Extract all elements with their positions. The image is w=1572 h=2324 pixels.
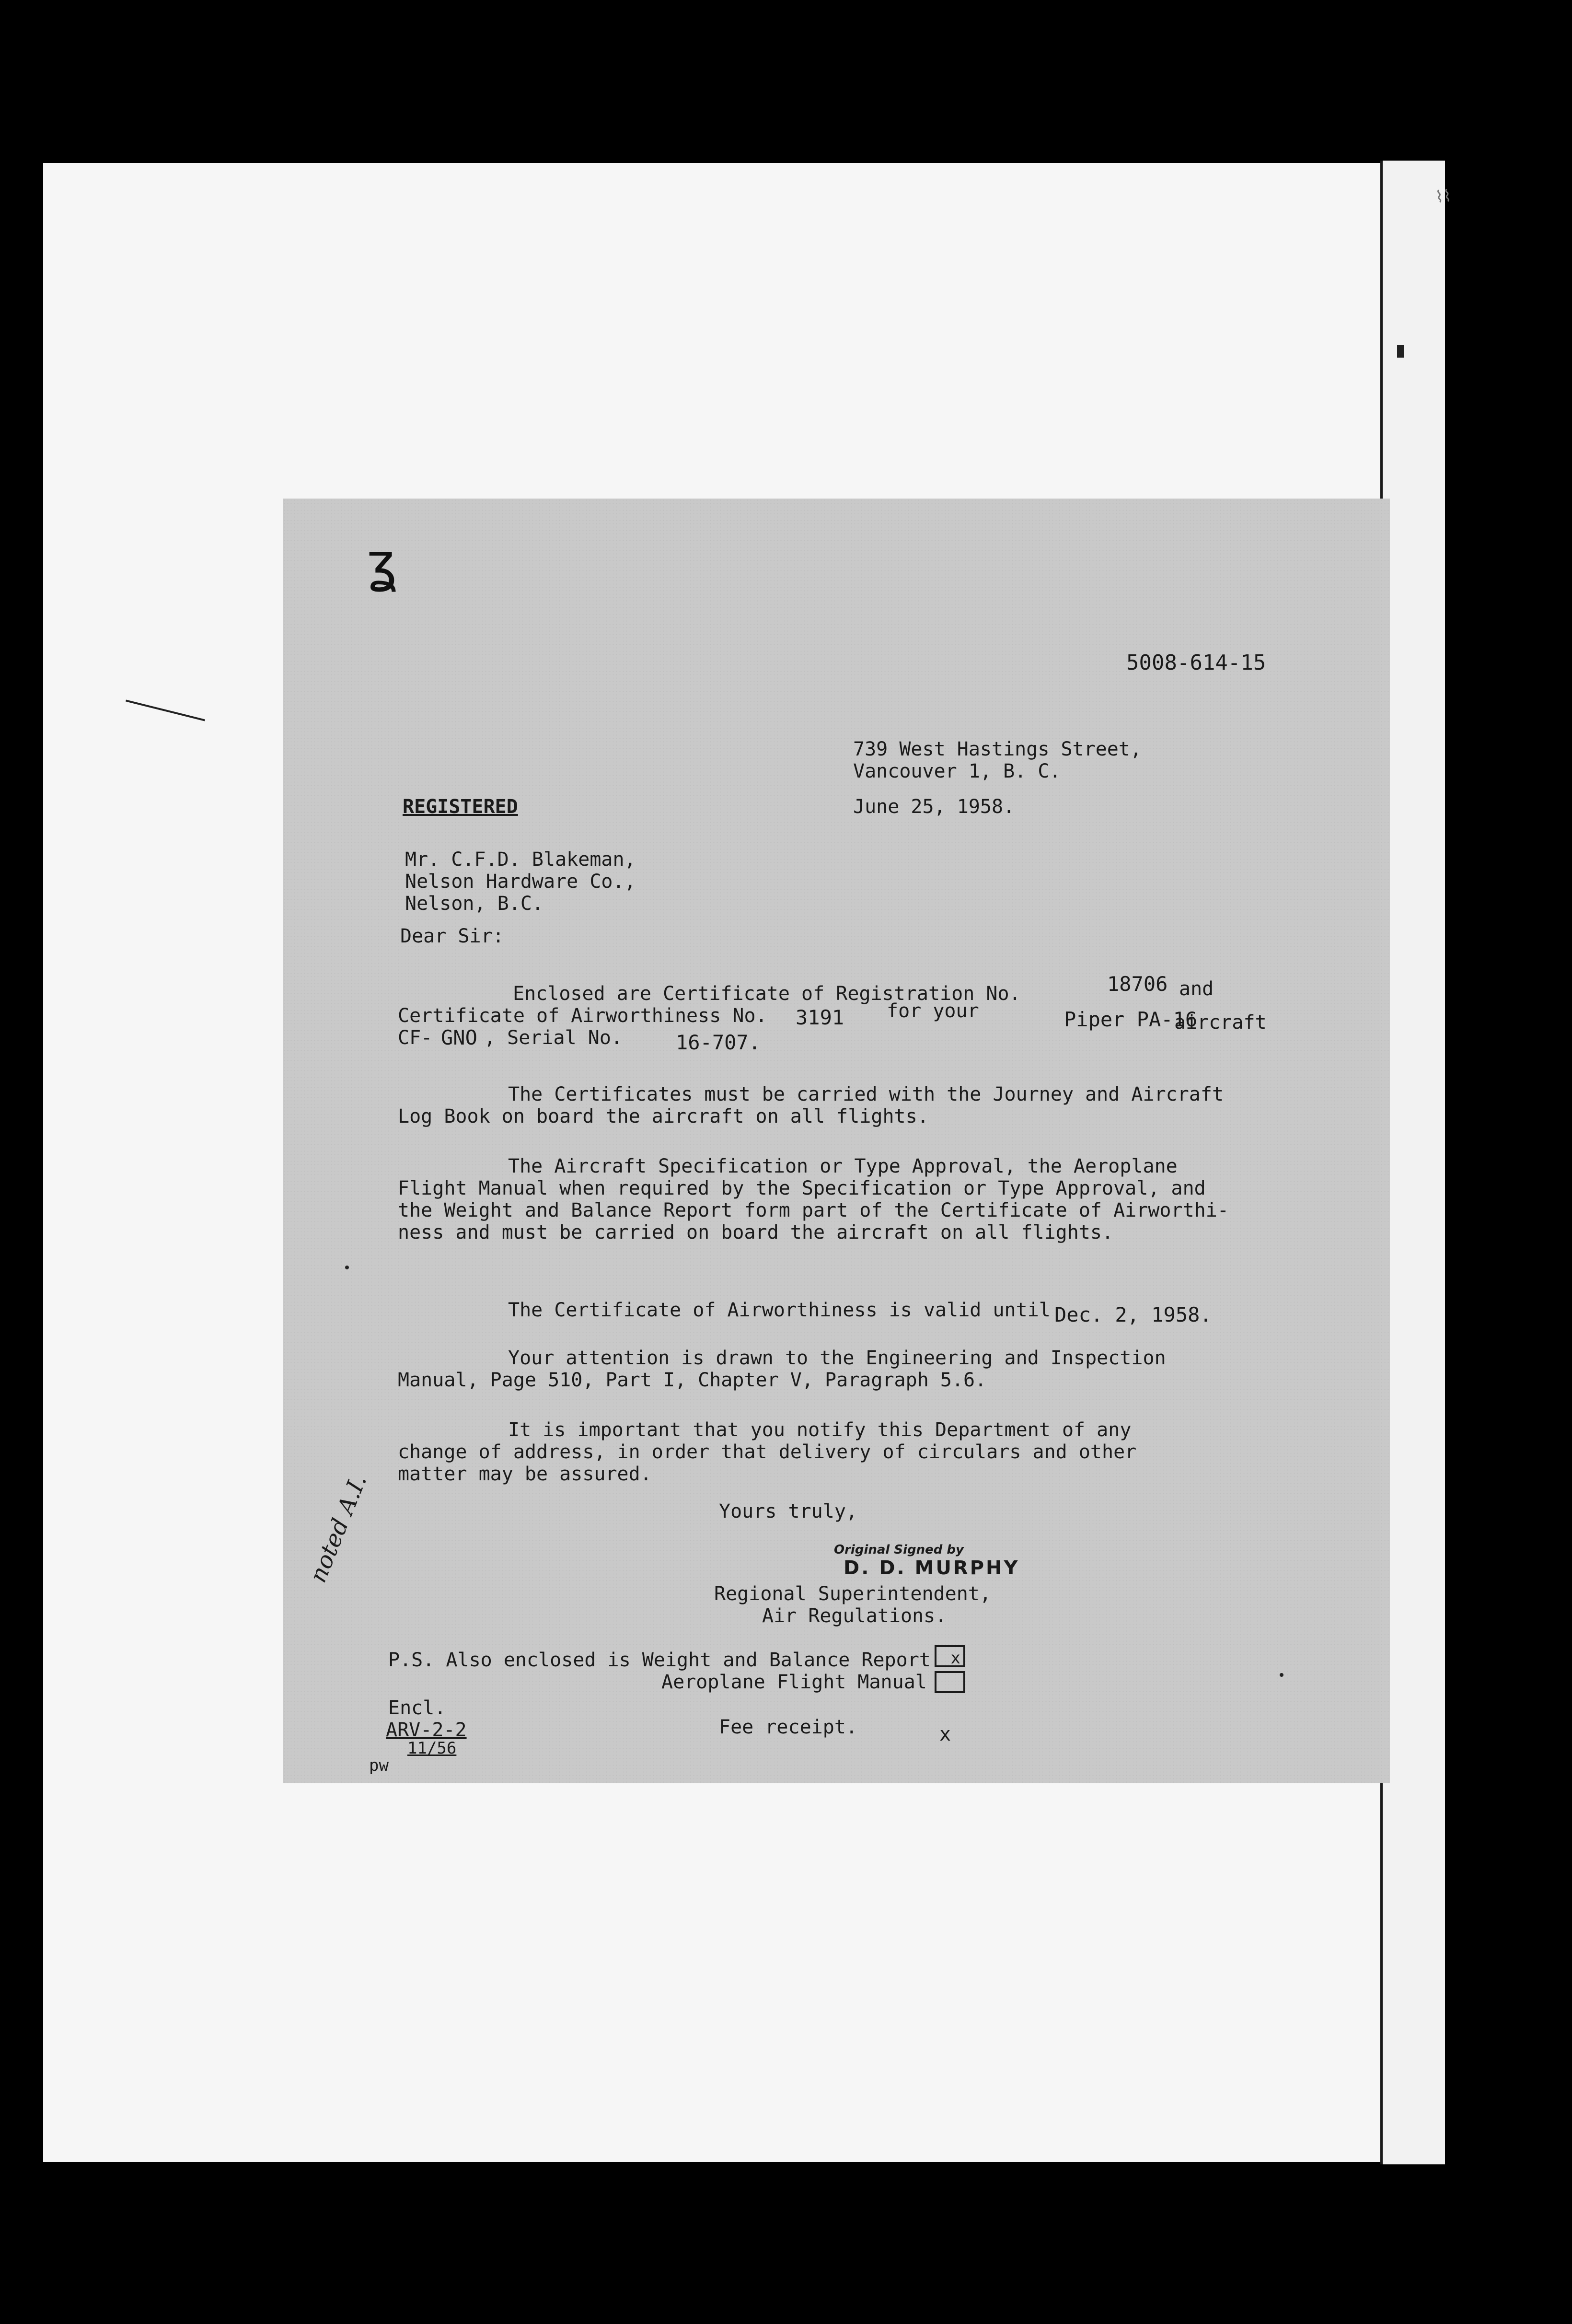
valid-until-date: Dec. 2, 1958. bbox=[1054, 1303, 1212, 1326]
signer-name: D. D. MURPHY bbox=[844, 1557, 1020, 1579]
stray-dot bbox=[1280, 1673, 1283, 1677]
postscript-line-1: P.S. Also enclosed is Weight and Balance Report bbox=[388, 1649, 931, 1671]
fee-receipt-mark: x bbox=[939, 1723, 951, 1745]
airworthiness-number: 3191 bbox=[796, 1006, 844, 1029]
paragraph-3-line-2: Flight Manual when required by the Specification or Type Approval, and bbox=[398, 1177, 1206, 1199]
paperclip-mark: ʓ bbox=[367, 532, 399, 593]
registration-number: 18706 bbox=[1107, 972, 1168, 996]
sender-address-line-2: Vancouver 1, B. C. bbox=[853, 760, 1061, 782]
registration-mark: GNO bbox=[441, 1026, 477, 1049]
paragraph-3-line-4: ness and must be carried on board the aircraft on all flights. bbox=[398, 1221, 1114, 1243]
flight-manual-checkbox bbox=[935, 1671, 965, 1693]
serial-label: , Serial No. bbox=[484, 1027, 623, 1049]
paragraph-6-line-1: It is important that you notify this Department of any bbox=[508, 1419, 1132, 1441]
form-date: 11/56 bbox=[407, 1739, 457, 1758]
paragraph-3-line-1: The Aircraft Specification or Type Approval, the Aeroplane bbox=[508, 1155, 1178, 1177]
sender-address-line-1: 739 West Hastings Street, bbox=[853, 738, 1142, 760]
margin-dot bbox=[345, 1266, 349, 1269]
postscript-line-2: Aeroplane Flight Manual bbox=[661, 1671, 927, 1693]
paragraph-2-line-2: Log Book on board the aircraft on all flights. bbox=[398, 1105, 929, 1127]
paragraph-6-line-3: matter may be assured. bbox=[398, 1463, 652, 1485]
recipient-line-3: Nelson, B.C. bbox=[405, 893, 543, 915]
handwritten-note: noted A.I. bbox=[304, 1470, 372, 1587]
paragraph-1-line-3-prefix: CF- bbox=[398, 1027, 433, 1049]
typist-initials: pw bbox=[369, 1756, 389, 1775]
paragraph-5-line-2: Manual, Page 510, Part I, Chapter V, Paragraph 5.6. bbox=[398, 1369, 987, 1391]
letter-paper bbox=[283, 499, 1390, 1783]
fee-receipt: Fee receipt. bbox=[719, 1716, 857, 1738]
paragraph-6-line-2: change of address, in order that delivery of circulars and other bbox=[398, 1441, 1137, 1463]
paragraph-1-and: and bbox=[1179, 978, 1214, 1000]
form-number: ARV-2-2 bbox=[386, 1719, 467, 1741]
original-signed-stamp: Original Signed by bbox=[834, 1543, 964, 1557]
registered-label: REGISTERED bbox=[403, 796, 518, 818]
paragraph-3-line-3: the Weight and Balance Report form part of the Certificate of Airworthi- bbox=[398, 1199, 1229, 1221]
aircraft-type: Piper PA-16 bbox=[1064, 1008, 1198, 1031]
paragraph-4-line-1: The Certificate of Airworthiness is valid until bbox=[508, 1299, 1051, 1321]
stray-tick-mark bbox=[1397, 345, 1404, 358]
file-number: 5008-614-15 bbox=[1126, 651, 1266, 675]
weight-balance-checkbox: x bbox=[935, 1645, 965, 1667]
enclosure-label: Encl. bbox=[388, 1697, 446, 1719]
paragraph-1-line-2: Certificate of Airworthiness No. bbox=[398, 1005, 767, 1027]
serial-number: 16-707. bbox=[676, 1031, 761, 1054]
recipient-line-1: Mr. C.F.D. Blakeman, bbox=[405, 848, 636, 871]
paragraph-5-line-1: Your attention is drawn to the Engineering and Inspection bbox=[508, 1347, 1166, 1369]
paragraph-2-line-1: The Certificates must be carried with the Journey and Aircraft bbox=[508, 1083, 1224, 1105]
paragraph-1-line-1: Enclosed are Certificate of Registration No. bbox=[513, 983, 1021, 1005]
right-page-edge bbox=[1380, 161, 1445, 2164]
signer-title-2: Air Regulations. bbox=[762, 1605, 947, 1627]
recipient-line-2: Nelson Hardware Co., bbox=[405, 871, 636, 893]
closing: Yours truly, bbox=[719, 1500, 857, 1522]
signer-title-1: Regional Superintendent, bbox=[714, 1583, 991, 1605]
paragraph-1-aircraft: aircraft bbox=[1174, 1011, 1267, 1034]
salutation: Dear Sir: bbox=[400, 925, 504, 947]
paragraph-1-for-your: for your bbox=[887, 1000, 979, 1022]
letter-date: June 25, 1958. bbox=[853, 796, 1015, 818]
corner-scribble: ⌇⌇ bbox=[1434, 186, 1453, 207]
